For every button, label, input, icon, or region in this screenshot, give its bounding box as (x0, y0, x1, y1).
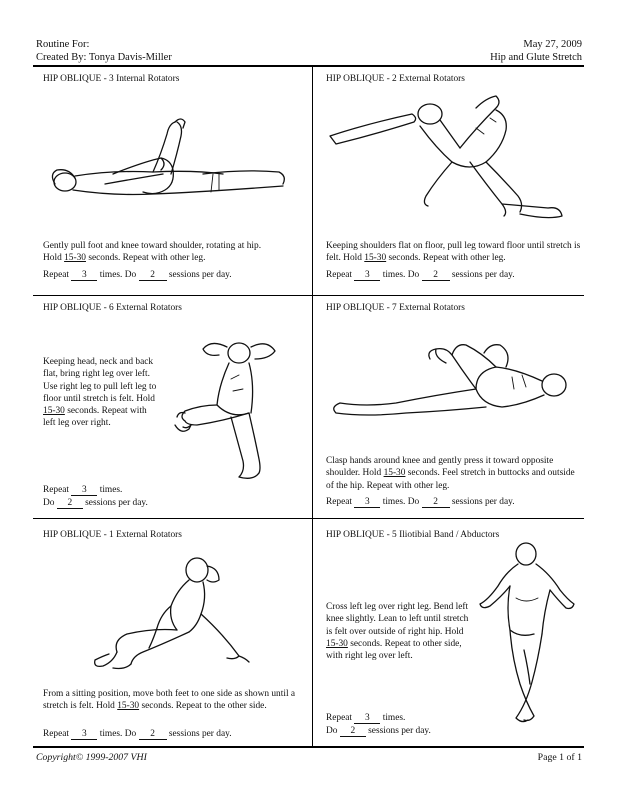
repeat-count: 3 (71, 485, 97, 496)
exercise-card (326, 74, 584, 293)
crossed-leg-figure-icon (171, 329, 306, 489)
created-by: Created By: Tonya Davis-Miller (36, 52, 172, 63)
seated-figure-icon (73, 544, 273, 674)
repeat-line: Repeat 3 times. Do 2 sessions per day. (43, 270, 232, 280)
exercise-description: Clasp hands around knee and gently press it toward opposite shoulder. Hold 15-30 seconds. Feel stretch in buttocks and outside of the hip. Repeat with other leg. (326, 456, 575, 491)
sessions-line: Do 2 sessions per day. (326, 726, 431, 736)
header-rule (33, 65, 584, 67)
exercise-description: Gently pull foot and knee toward shoulder, rotating at hip. Hold 15-30 seconds. Repeat with other leg. (43, 241, 262, 264)
exercise-card (326, 303, 584, 522)
standing-side-lean-figure-icon (476, 538, 586, 728)
exercise-card (326, 530, 584, 749)
lying-twist-figure-icon (326, 88, 576, 228)
sessions-line: Do 2 sessions per day. (43, 498, 148, 508)
repeat-line: Repeat 3 times. (43, 485, 123, 495)
routine-for-label: Routine For: (36, 39, 90, 50)
exercise-title: HIP OBLIQUE - 6 External Rotators (43, 303, 182, 313)
routine-date: May 27, 2009 (523, 39, 582, 50)
repeat-line: Repeat 3 times. Do 2 sessions per day. (326, 270, 515, 280)
exercise-card (43, 74, 301, 293)
lying-figure-pulling-knee-icon (43, 114, 293, 214)
exercise-description: Keeping shoulders flat on floor, pull leg toward floor until stretch is felt. Hold 15-30 seconds. Repeat with other leg. (326, 241, 581, 264)
repeat-count: 3 (71, 729, 97, 740)
routine-title: Hip and Glute Stretch (490, 52, 582, 63)
exercise-card (43, 303, 301, 522)
exercise-title: HIP OBLIQUE - 5 Iliotibial Band / Abductors (326, 530, 500, 540)
sessions-count: 2 (139, 270, 167, 281)
exercise-title: HIP OBLIQUE - 7 External Rotators (326, 303, 465, 313)
exercise-description: Cross left leg over right leg. Bend left knee slightly. Lean to left until stretch is felt over outside of right hip. Hold 15-30 seconds. Repeat to other side, with right leg over left. (326, 602, 469, 662)
page-number: Page 1 of 1 (537, 752, 582, 763)
knee-to-shoulder-figure-icon (326, 333, 576, 423)
row-divider-1 (33, 295, 584, 296)
exercise-title: HIP OBLIQUE - 1 External Rotators (43, 530, 182, 540)
repeat-count: 3 (71, 270, 97, 281)
sessions-count: 2 (340, 726, 366, 737)
repeat-count: 3 (354, 497, 380, 508)
sessions-count: 2 (422, 497, 450, 508)
exercise-title: HIP OBLIQUE - 2 External Rotators (326, 74, 465, 84)
exercise-card (43, 530, 301, 749)
repeat-line: Repeat 3 times. (326, 713, 406, 723)
exercise-description: From a sitting position, move both feet to one side as shown until a stretch is felt. Hold 15-30 seconds. Repeat to the other side. (43, 689, 296, 712)
repeat-line: Repeat 3 times. Do 2 sessions per day. (326, 497, 515, 507)
column-divider (312, 67, 313, 746)
copyright: Copyright© 1999-2007 VHI (36, 752, 147, 763)
sessions-count: 2 (422, 270, 450, 281)
exercise-description: Keeping head, neck and back flat, bring right leg over left. Use right leg to pull left leg to floor until stretch is felt. Hold 15-30 seconds. Repeat with left leg over right. (43, 357, 157, 429)
sessions-count: 2 (139, 729, 167, 740)
repeat-line: Repeat 3 times. Do 2 sessions per day. (43, 729, 232, 739)
repeat-count: 3 (354, 713, 380, 724)
sessions-count: 2 (57, 498, 83, 509)
exercise-title: HIP OBLIQUE - 3 Internal Rotators (43, 74, 180, 84)
repeat-count: 3 (354, 270, 380, 281)
